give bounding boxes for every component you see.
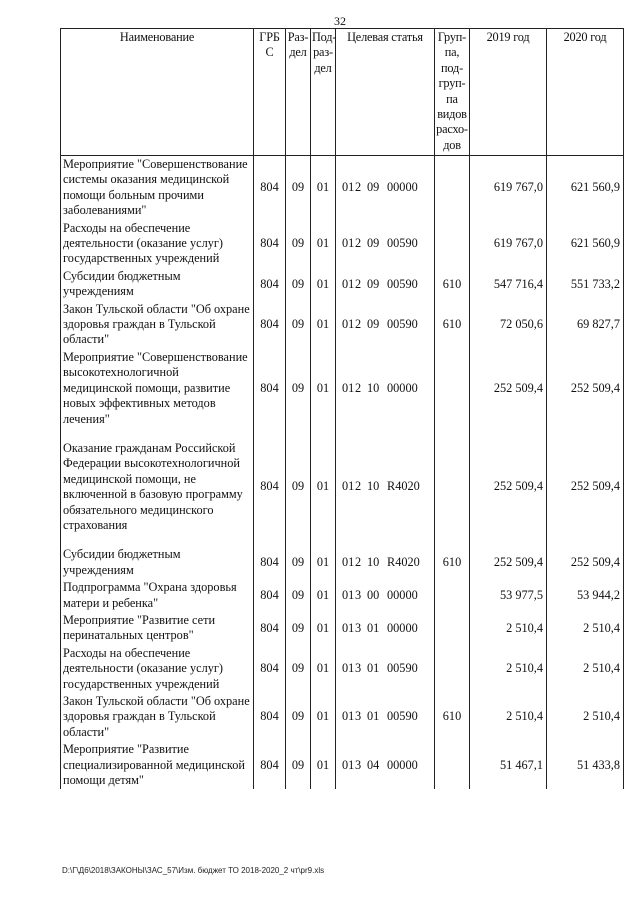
target-part-t4: 00000 <box>387 587 418 602</box>
row-target-article <box>336 156 435 220</box>
header-podrazdel: Под-раз-дел <box>311 29 336 156</box>
header-razdel: Раз-дел <box>286 29 311 156</box>
row-razdel: 09 <box>286 156 311 220</box>
row-podrazdel: 01 <box>311 268 336 301</box>
spacer-cell <box>435 428 470 440</box>
spacer-cell <box>311 534 336 546</box>
row-name: Расходы на обеспечение деятельности (оказание услуг) государственных учреждений <box>61 645 254 693</box>
row-2019: 252 509,4 <box>470 546 547 579</box>
target-article-parts <box>336 621 434 636</box>
header-2019: 2019 год <box>470 29 547 156</box>
table-row <box>61 156 624 220</box>
row-target-article <box>336 301 435 349</box>
target-part-t1: 01 <box>342 479 355 494</box>
row-2020: 53 944,2 <box>547 579 624 612</box>
budget-table <box>60 28 624 789</box>
table-row <box>61 693 624 741</box>
target-part-t3: 10 <box>367 380 380 395</box>
row-target-article <box>336 440 435 534</box>
row-grbs: 804 <box>254 741 286 789</box>
spacer-cell <box>286 428 311 440</box>
table-row <box>61 579 624 612</box>
table-row <box>61 546 624 579</box>
target-part-t1: 01 <box>342 380 355 395</box>
spacer-cell <box>547 428 624 440</box>
row-podrazdel: 01 <box>311 156 336 220</box>
row-razdel: 09 <box>286 579 311 612</box>
target-part-t2: 2 <box>355 479 362 494</box>
spacer-cell <box>336 534 435 546</box>
row-razdel: 09 <box>286 220 311 268</box>
target-part-t2: 2 <box>355 276 362 291</box>
file-path-footer: D:\Г\Д6\2018\ЗАКОНЫ\ЗАС_57\Изм. бюджет ТО 2018-2020_2 чт\pr9.xls <box>62 866 325 875</box>
target-part-t1: 01 <box>342 317 355 332</box>
target-article-parts <box>336 180 434 195</box>
row-grbs: 804 <box>254 612 286 645</box>
header-target: Целевая статья <box>336 29 435 156</box>
row-grbs: 804 <box>254 268 286 301</box>
row-name: Расходы на обеспечение деятельности (оказание услуг) государственных учреждений <box>61 220 254 268</box>
table-header-row <box>61 29 624 156</box>
target-part-t2: 3 <box>355 757 362 772</box>
target-part-t4: R4020 <box>387 479 420 494</box>
row-2019: 619 767,0 <box>470 220 547 268</box>
table-row <box>61 645 624 693</box>
target-part-t1: 01 <box>342 236 355 251</box>
row-2020: 51 433,8 <box>547 741 624 789</box>
row-2019: 51 467,1 <box>470 741 547 789</box>
target-article-parts <box>336 555 434 570</box>
row-podrazdel: 01 <box>311 349 336 428</box>
row-name: Закон Тульской области "Об охране здоровья граждан в Тульской области" <box>61 693 254 741</box>
target-part-t3: 09 <box>367 317 380 332</box>
row-expense-group <box>435 741 470 789</box>
target-part-t3: 01 <box>367 661 380 676</box>
row-podrazdel: 01 <box>311 440 336 534</box>
target-part-t1: 01 <box>342 587 355 602</box>
row-expense-group: 610 <box>435 301 470 349</box>
row-podrazdel: 01 <box>311 612 336 645</box>
row-target-article <box>336 579 435 612</box>
target-article-parts <box>336 709 434 724</box>
row-expense-group <box>435 645 470 693</box>
row-grbs: 804 <box>254 645 286 693</box>
target-part-t3: 10 <box>367 555 380 570</box>
target-part-t3: 01 <box>367 620 380 635</box>
target-part-t4: 00000 <box>387 620 418 635</box>
row-name: Мероприятие "Совершенствование системы оказания медицинской помощи больным прочими заболеваниями" <box>61 156 254 220</box>
row-2019: 252 509,4 <box>470 440 547 534</box>
row-expense-group: 610 <box>435 546 470 579</box>
target-part-t1: 01 <box>342 180 355 195</box>
spacer-cell <box>470 534 547 546</box>
row-target-article <box>336 546 435 579</box>
target-article-parts <box>336 479 434 494</box>
row-podrazdel: 01 <box>311 546 336 579</box>
row-2020: 252 509,4 <box>547 349 624 428</box>
row-2020: 621 560,9 <box>547 220 624 268</box>
spacer-cell <box>254 428 286 440</box>
table-row <box>61 220 624 268</box>
row-podrazdel: 01 <box>311 301 336 349</box>
row-2019: 2 510,4 <box>470 645 547 693</box>
target-article-parts <box>336 588 434 603</box>
target-part-t4: 00590 <box>387 236 418 251</box>
row-grbs: 804 <box>254 349 286 428</box>
row-podrazdel: 01 <box>311 741 336 789</box>
row-podrazdel: 01 <box>311 579 336 612</box>
row-expense-group <box>435 612 470 645</box>
header-2020: 2020 год <box>547 29 624 156</box>
row-name: Подпрограмма "Охрана здоровья матери и ребенка" <box>61 579 254 612</box>
header-group: Груп-па, под-груп-па видов расхо-дов <box>435 29 470 156</box>
spacer-cell <box>286 534 311 546</box>
target-part-t4: R4020 <box>387 555 420 570</box>
table-row <box>61 612 624 645</box>
row-grbs: 804 <box>254 546 286 579</box>
row-2020: 69 827,7 <box>547 301 624 349</box>
target-part-t4: 00000 <box>387 380 418 395</box>
row-expense-group <box>435 349 470 428</box>
row-target-article <box>336 741 435 789</box>
target-part-t4: 00590 <box>387 661 418 676</box>
row-podrazdel: 01 <box>311 645 336 693</box>
row-grbs: 804 <box>254 156 286 220</box>
target-article-parts <box>336 277 434 292</box>
table-row <box>61 268 624 301</box>
target-part-t3: 01 <box>367 709 380 724</box>
row-name: Мероприятие "Развитие специализированной медицинской помощи детям" <box>61 741 254 789</box>
row-grbs: 804 <box>254 440 286 534</box>
row-name: Закон Тульской области "Об охране здоровья граждан в Тульской области" <box>61 301 254 349</box>
row-razdel: 09 <box>286 612 311 645</box>
target-part-t1: 01 <box>342 555 355 570</box>
row-2019: 72 050,6 <box>470 301 547 349</box>
row-2020: 252 509,4 <box>547 546 624 579</box>
row-2020: 621 560,9 <box>547 156 624 220</box>
row-spacer <box>61 534 624 546</box>
row-razdel: 09 <box>286 645 311 693</box>
target-part-t1: 01 <box>342 661 355 676</box>
spacer-cell <box>311 428 336 440</box>
target-part-t1: 01 <box>342 620 355 635</box>
target-part-t1: 01 <box>342 709 355 724</box>
target-part-t4: 00000 <box>387 757 418 772</box>
table-row <box>61 349 624 428</box>
header-grbs: ГРБ С <box>254 29 286 156</box>
target-part-t2: 3 <box>355 661 362 676</box>
row-grbs: 804 <box>254 301 286 349</box>
target-part-t2: 2 <box>355 236 362 251</box>
target-part-t4: 00000 <box>387 180 418 195</box>
target-part-t3: 09 <box>367 236 380 251</box>
row-razdel: 09 <box>286 440 311 534</box>
row-razdel: 09 <box>286 741 311 789</box>
row-grbs: 804 <box>254 579 286 612</box>
target-article-parts <box>336 758 434 773</box>
target-part-t2: 2 <box>355 555 362 570</box>
row-target-article <box>336 268 435 301</box>
target-article-parts <box>336 661 434 676</box>
row-grbs: 804 <box>254 220 286 268</box>
target-part-t4: 00590 <box>387 317 418 332</box>
row-2019: 252 509,4 <box>470 349 547 428</box>
table-row <box>61 440 624 534</box>
target-part-t4: 00590 <box>387 709 418 724</box>
row-2020: 551 733,2 <box>547 268 624 301</box>
row-target-article <box>336 220 435 268</box>
target-part-t2: 3 <box>355 587 362 602</box>
target-part-t3: 00 <box>367 587 380 602</box>
row-2019: 2 510,4 <box>470 693 547 741</box>
row-expense-group <box>435 220 470 268</box>
spacer-cell <box>336 428 435 440</box>
row-expense-group <box>435 156 470 220</box>
row-razdel: 09 <box>286 546 311 579</box>
row-expense-group: 610 <box>435 268 470 301</box>
target-part-t2: 2 <box>355 380 362 395</box>
row-2020: 2 510,4 <box>547 645 624 693</box>
row-name: Мероприятие "Совершенствование высокотехнологичной медицинской помощи, развитие новых эффективных методов лечения" <box>61 349 254 428</box>
spacer-cell <box>470 428 547 440</box>
row-target-article <box>336 349 435 428</box>
page-number: 32 <box>334 14 346 28</box>
target-part-t3: 04 <box>367 757 380 772</box>
row-2019: 53 977,5 <box>470 579 547 612</box>
target-part-t1: 01 <box>342 276 355 291</box>
row-podrazdel: 01 <box>311 220 336 268</box>
table-row <box>61 301 624 349</box>
row-2020: 2 510,4 <box>547 612 624 645</box>
row-razdel: 09 <box>286 693 311 741</box>
target-part-t2: 3 <box>355 620 362 635</box>
row-2019: 547 716,4 <box>470 268 547 301</box>
spacer-cell <box>254 534 286 546</box>
row-target-article <box>336 693 435 741</box>
row-razdel: 09 <box>286 349 311 428</box>
row-grbs: 804 <box>254 693 286 741</box>
target-article-parts <box>336 236 434 251</box>
spacer-cell <box>547 534 624 546</box>
row-2019: 619 767,0 <box>470 156 547 220</box>
spacer-cell <box>61 534 254 546</box>
spacer-cell <box>61 428 254 440</box>
table-body <box>61 156 624 790</box>
row-name: Оказание гражданам Российской Федерации высокотехнологичной медицинской помощи, не включенной в базовую программу обязательного медицинского страхования <box>61 440 254 534</box>
row-podrazdel: 01 <box>311 693 336 741</box>
row-spacer <box>61 428 624 440</box>
row-name: Субсидии бюджетным учреждениям <box>61 546 254 579</box>
table-row <box>61 741 624 789</box>
row-target-article <box>336 645 435 693</box>
row-2020: 2 510,4 <box>547 693 624 741</box>
row-expense-group <box>435 579 470 612</box>
target-article-parts <box>336 317 434 332</box>
row-name: Мероприятие "Развитие сети перинатальных центров" <box>61 612 254 645</box>
row-razdel: 09 <box>286 268 311 301</box>
row-2020: 252 509,4 <box>547 440 624 534</box>
row-target-article <box>336 612 435 645</box>
header-name: Наименование <box>61 29 254 156</box>
target-part-t2: 3 <box>355 709 362 724</box>
target-part-t3: 09 <box>367 276 380 291</box>
target-part-t1: 01 <box>342 757 355 772</box>
target-article-parts <box>336 381 434 396</box>
spacer-cell <box>435 534 470 546</box>
target-part-t2: 2 <box>355 317 362 332</box>
row-razdel: 09 <box>286 301 311 349</box>
target-part-t2: 2 <box>355 180 362 195</box>
target-part-t4: 00590 <box>387 276 418 291</box>
target-part-t3: 09 <box>367 180 380 195</box>
row-name: Субсидии бюджетным учреждениям <box>61 268 254 301</box>
row-expense-group: 610 <box>435 693 470 741</box>
row-expense-group <box>435 440 470 534</box>
target-part-t3: 10 <box>367 479 380 494</box>
row-2019: 2 510,4 <box>470 612 547 645</box>
